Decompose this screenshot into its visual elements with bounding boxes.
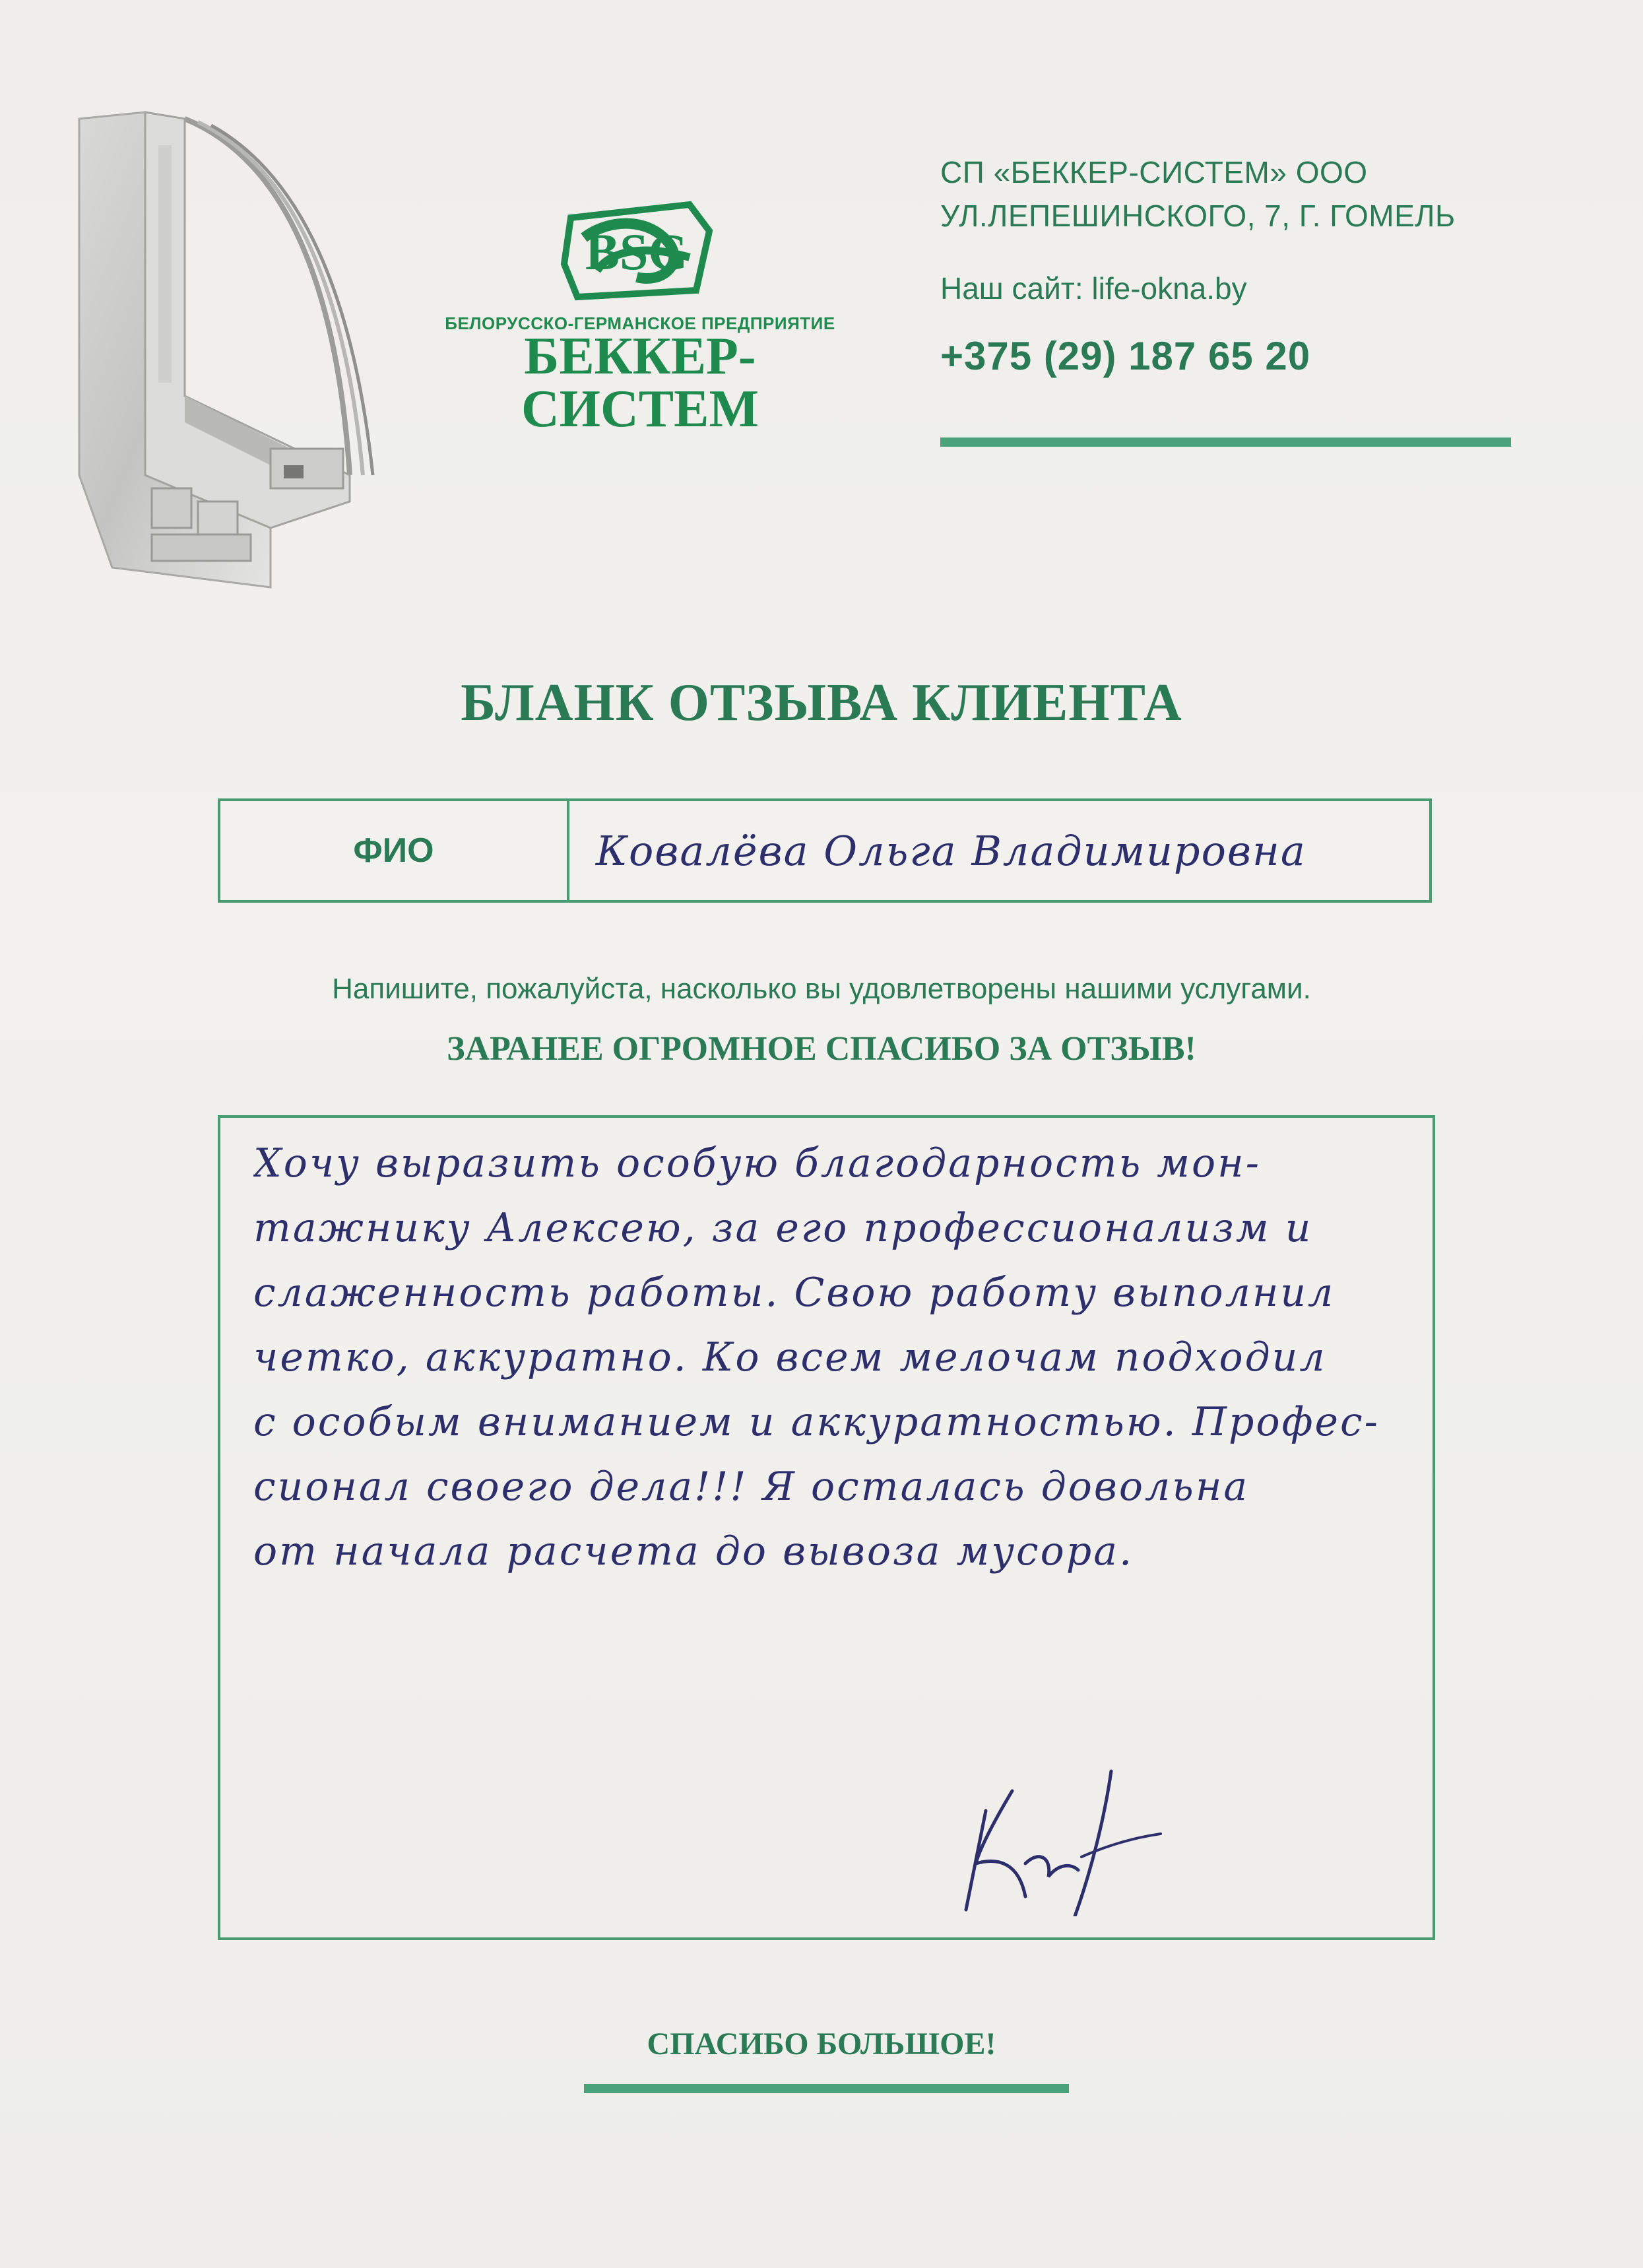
- feedback-line: сионал своего дела!!! Я осталась довольна: [253, 1464, 1250, 1510]
- window-profile-illustration: [73, 106, 383, 594]
- feedback-line: четко, аккуратно. Ко всем мелочам подходил: [253, 1334, 1327, 1380]
- header-divider: [940, 437, 1511, 447]
- company-logo: [409, 191, 871, 438]
- feedback-text: [253, 1131, 1415, 1584]
- feedback-line: тажнику Алексею, за его профессионализм и: [253, 1205, 1313, 1251]
- company-info: [940, 150, 1534, 383]
- name-field-label: ФИО: [220, 801, 569, 900]
- handwritten-signature: [940, 1765, 1164, 1916]
- footer-thanks: СПАСИБО БОЛЬШОЕ!: [647, 2026, 996, 2061]
- company-legal-name: СП «БЕККЕР-СИСТЕМ» ООО: [940, 155, 1368, 189]
- thanks-in-advance: ЗАРАНЕЕ ОГРОМНОЕ СПАСИБО ЗА ОТЗЫВ!: [447, 1030, 1196, 1068]
- feedback-prompt: Напишите, пожалуйста, насколько вы удовлетворены нашими услугами.: [332, 973, 1311, 1005]
- form-title: БЛАНК ОТЗЫВА КЛИЕНТА: [461, 674, 1182, 732]
- feedback-line: слаженность работы. Свою работу выполнил: [253, 1270, 1336, 1316]
- logo-company-name: БЕККЕР-СИСТЕМ: [521, 327, 759, 438]
- feedback-line: с особым вниманием и аккуратностью. Профес-: [253, 1399, 1380, 1445]
- feedback-line: от начала расчета до вывоза мусора.: [253, 1528, 1134, 1574]
- name-field-value: Ковалёва Ольга Владимировна: [596, 826, 1306, 875]
- company-address: УЛ.ЛЕПЕШИНСКОГО, 7, Г. ГОМЕЛЬ: [940, 199, 1456, 233]
- bsg-logo-mark: [558, 191, 716, 304]
- company-phone: +375 (29) 187 65 20: [940, 334, 1311, 378]
- company-website: Наш сайт: life-okna.by: [940, 271, 1247, 306]
- name-field-row: [218, 798, 1432, 903]
- feedback-text-box: [218, 1115, 1435, 1940]
- feedback-line: Хочу выразить особую благодарность мон-: [253, 1140, 1261, 1186]
- footer-divider: [584, 2084, 1069, 2093]
- logo-mark-text: BSG: [585, 223, 689, 280]
- logo-subtitle: БЕЛОРУССКО-ГЕРМАНСКОЕ ПРЕДПРИЯТИЕ: [445, 313, 835, 333]
